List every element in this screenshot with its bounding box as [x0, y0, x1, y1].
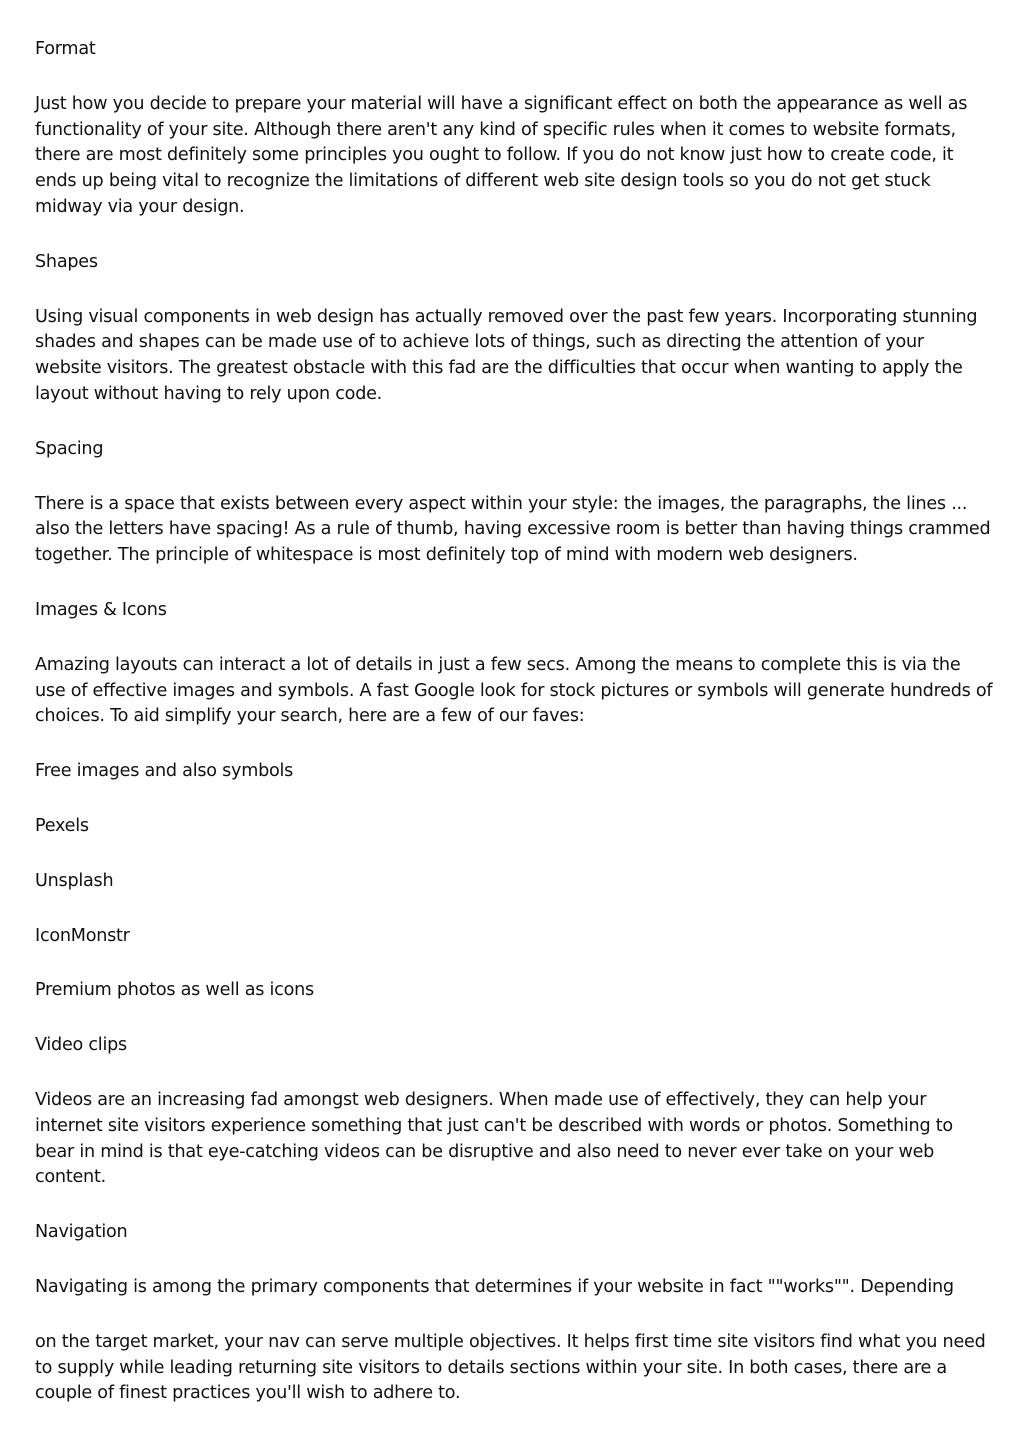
paragraph-shapes: Using visual components in web design has actually removed over the past few years. Incorporating stunning shades and shapes can be made use of to achieve lots of things, such as directing the attention of your website visitors. The greatest obstacle with this fad are the difficulties that occur when wanting to apply the layout without having to rely upon code.: [35, 306, 978, 404]
paragraph-navigation-part2: on the target market, your nav can serve multiple objectives. It helps first time site visitors find what you need to supply while leading returning site visitors to details sections within your site. In both cases, there are a couple of finest practices you'll wish to adhere to.: [35, 1331, 986, 1404]
heading-shapes: Shapes: [35, 251, 98, 272]
list-item-free-images: Free images and also symbols: [35, 761, 294, 782]
heading-video-clips: Video clips: [35, 1035, 127, 1056]
heading-navigation: Navigation: [35, 1222, 128, 1243]
paragraph-images-icons: Amazing layouts can interact a lot of details in just a few secs. Among the means to complete this is via the use of effective images and symbols. A fast Google look for stock pictures or symbols will generate hundreds of choices. To aid simplify your search, here are a few of our faves:: [35, 654, 993, 727]
paragraph-navigation-part1: Navigating is among the primary components that determines if your website in fact ""works"". Depending: [35, 1276, 954, 1297]
list-item-unsplash: Unsplash: [35, 870, 114, 891]
paragraph-format: Just how you decide to prepare your material will have a significant effect on both the appearance as well as functionality of your site. Although there aren't any kind of specific rules when it comes to website formats, there are most definitely some principles you ought to follow. If you do not know just how to create code, it ends up being vital to recognize the limitations of different web site design tools so you do not get stuck midway via your design.: [35, 93, 968, 217]
list-item-iconmonstr: IconMonstr: [35, 925, 130, 946]
heading-images-icons: Images & Icons: [35, 599, 167, 620]
heading-spacing: Spacing: [35, 438, 104, 459]
document-page: [35, 37, 995, 1436]
paragraph-video-clips: Videos are an increasing fad amongst web designers. When made use of effectively, they can help your internet site visitors experience something that just can't be described with words or photos. Something to bear in mind is that eye-catching videos can be disruptive and also need to never ever take on your web content.: [35, 1089, 953, 1188]
heading-format: Format: [35, 39, 96, 59]
list-item-pexels: Pexels: [35, 815, 89, 836]
paragraph-spacing: There is a space that exists between every aspect within your style: the images, the paragraphs, the lines ... also the letters have spacing! As a rule of thumb, having excessive room is better than having things crammed together. The principle of whitespace is most definitely top of mind with modern web designers.: [35, 493, 991, 566]
list-item-premium-photos: Premium photos as well as icons: [35, 980, 314, 1001]
